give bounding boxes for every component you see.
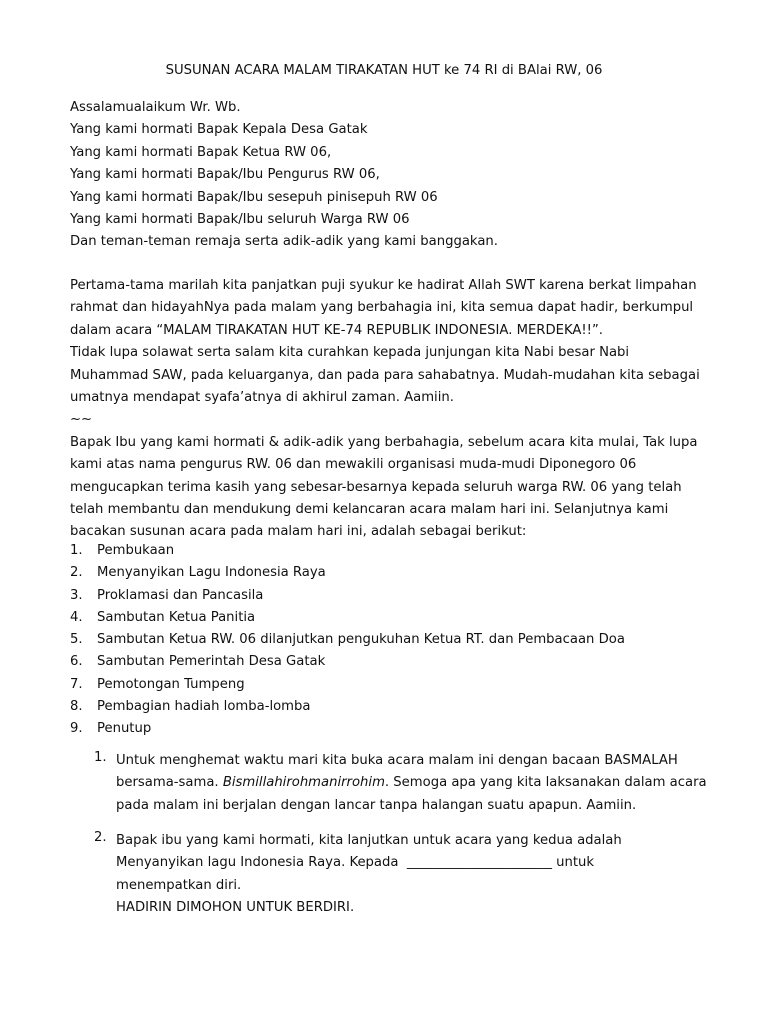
agenda-item bbox=[70, 696, 625, 718]
agenda-number: 2. bbox=[70, 565, 83, 581]
agenda-text: Sambutan Ketua RW. 06 dilanjutkan pengukuhan Ketua RT. dan Pembacaan Doa bbox=[97, 632, 625, 648]
detail-item-2 bbox=[94, 830, 734, 920]
agenda-text: Pembagian hadiah lomba-lomba bbox=[97, 699, 311, 715]
agenda-text: Sambutan Ketua Panitia bbox=[97, 609, 256, 625]
agenda-number: 7. bbox=[70, 676, 83, 692]
agenda-number: 1. bbox=[70, 543, 83, 558]
body-line: dalam acara “MALAM TIRAKATAN HUT KE-74 REPUBLIK INDONESIA. MERDEKA!!”. bbox=[70, 322, 603, 338]
greeting-line: Assalamualaikum Wr. Wb. bbox=[70, 100, 241, 115]
agenda-item bbox=[70, 651, 625, 673]
detail-section-1 bbox=[94, 750, 734, 817]
agenda-number: 8. bbox=[70, 699, 83, 715]
greeting-line: Yang kami hormati Bapak/Ibu sesepuh pinisepuh RW 06 bbox=[70, 189, 438, 205]
body-line: bacakan susunan acara pada malam hari ini, adalah sebagai berikut: bbox=[70, 524, 527, 540]
fill-in-blank: ______________________ bbox=[406, 855, 552, 871]
body-line: ~~ bbox=[70, 412, 93, 428]
agenda-list bbox=[70, 540, 625, 741]
greeting-line: Yang kami hormati Bapak Ketua RW 06, bbox=[70, 144, 332, 160]
body-line: Pertama-tama marilah kita panjatkan puji syukur ke hadirat Allah SWT karena berkat limpahan bbox=[70, 278, 697, 293]
agenda-number: 4. bbox=[70, 609, 83, 625]
detail-line bbox=[116, 772, 734, 794]
greeting-line: Yang kami hormati Bapak/Ibu Pengurus RW 06, bbox=[70, 167, 380, 183]
agenda-number: 3. bbox=[70, 587, 83, 603]
body-line: kami atas nama pengurus RW. 06 dan mewakili organisasi muda-mudi Diponegoro 06 bbox=[70, 457, 637, 473]
detail-line: menempatkan diri. bbox=[116, 877, 242, 893]
body-text bbox=[70, 275, 720, 544]
agenda-text: Menyanyikan Lagu Indonesia Raya bbox=[97, 565, 326, 581]
detail-text: Menyanyikan lagu Indonesia Raya. Kepada bbox=[116, 855, 407, 871]
agenda-text: Proklamasi dan Pancasila bbox=[97, 587, 264, 603]
detail-number: 1. bbox=[94, 750, 107, 765]
detail-text: . Semoga apa yang kita laksanakan dalam acara bbox=[384, 775, 707, 791]
agenda-text: Sambutan Pemerintah Desa Gatak bbox=[97, 654, 326, 670]
basmalah-italic: Bismillahirohmanirrohim bbox=[222, 775, 385, 791]
body-line: rahmat dan hidayahNya pada malam yang berbahagia ini, kita semua dapat hadir, berkumpul bbox=[70, 300, 694, 316]
agenda-item bbox=[70, 629, 625, 651]
body-line: Muhammad SAW, pada keluarganya, dan pada para sahabatnya. Mudah-mudahan kita sebagai bbox=[70, 367, 700, 383]
agenda-text: Pembukaan bbox=[97, 543, 175, 558]
detail-text: bersama-sama. bbox=[116, 775, 223, 791]
greetings-block bbox=[70, 97, 498, 254]
body-line: Tidak lupa solawat serta salam kita curahkan kepada junjungan kita Nabi besar Nabi bbox=[70, 345, 630, 361]
agenda-item bbox=[70, 585, 625, 607]
agenda-item bbox=[70, 674, 625, 696]
agenda-number: 6. bbox=[70, 654, 83, 670]
detail-line: HADIRIN DIMOHON UNTUK BERDIRI. bbox=[116, 900, 355, 916]
agenda-text: Penutup bbox=[97, 721, 152, 737]
detail-line bbox=[116, 852, 734, 874]
agenda-number: 9. bbox=[70, 721, 83, 737]
greeting-line: Yang kami hormati Bapak Kepala Desa Gatak bbox=[70, 122, 368, 138]
agenda-item bbox=[70, 562, 625, 584]
detail-line: Untuk menghemat waktu mari kita buka acara malam ini dengan bacaan BASMALAH bbox=[116, 753, 678, 768]
agenda-item bbox=[70, 718, 625, 740]
detail-line: pada malam ini berjalan dengan lancar tanpa halangan suatu apapun. Aamiin. bbox=[116, 797, 637, 813]
body-line: umatnya mendapat syafa’atnya di akhirul zaman. Aamiin. bbox=[70, 389, 454, 405]
detail-section-2 bbox=[94, 830, 734, 920]
detail-item-1 bbox=[94, 750, 734, 817]
body-line: telah membantu dan mendukung demi kelancaran acara malam hari ini. Selanjutnya kami bbox=[70, 501, 669, 517]
body-line: Bapak Ibu yang kami hormati & adik-adik yang berbahagia, sebelum acara kita mulai, Tak lupa bbox=[70, 434, 698, 450]
agenda-text: Pemotongan Tumpeng bbox=[97, 676, 245, 692]
document-title: SUSUNAN ACARA MALAM TIRAKATAN HUT ke 74 RI di BAlai RW, 06 bbox=[165, 63, 603, 78]
greeting-line: Dan teman-teman remaja serta adik-adik yang kami banggakan. bbox=[70, 234, 498, 250]
agenda-item bbox=[70, 540, 625, 562]
agenda-number: 5. bbox=[70, 632, 83, 648]
detail-line: Bapak ibu yang kami hormati, kita lanjutkan untuk acara yang kedua adalah bbox=[116, 833, 622, 848]
agenda-item bbox=[70, 607, 625, 629]
detail-text: untuk bbox=[551, 855, 594, 871]
detail-number: 2. bbox=[94, 830, 107, 845]
greeting-line: Yang kami hormati Bapak/Ibu seluruh Warga RW 06 bbox=[70, 211, 410, 227]
body-line: mengucapkan terima kasih yang sebesar-besarnya kepada seluruh warga RW. 06 yang telah bbox=[70, 479, 682, 495]
